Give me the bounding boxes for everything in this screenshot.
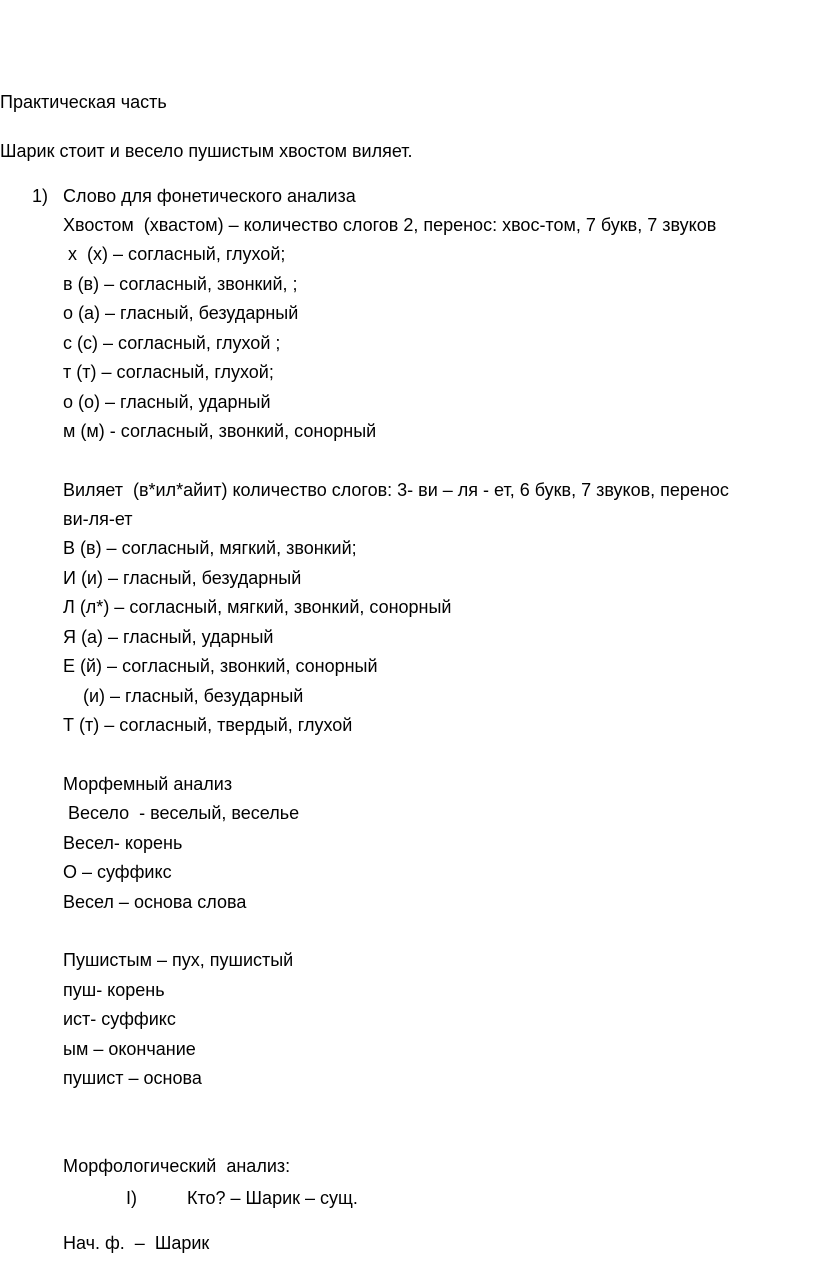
morpheme-line: Весел- корень <box>63 833 183 853</box>
roman-list-marker: I) <box>126 1188 137 1208</box>
morpheme-title: Морфемный анализ <box>63 774 233 794</box>
phonetic-sound-line: т (т) – согласный, глухой; <box>63 362 274 382</box>
phonetic-sound-line: в (в) – согласный, звонкий, ; <box>63 274 298 294</box>
phonetic-sound-line: Е (й) – согласный, звонкий, сонорный <box>63 656 378 676</box>
phonetic-sound-line: м (м) - согласный, звонкий, сонорный <box>63 421 377 441</box>
phonetic-word2-header: Виляет (в*ил*айит) количество слогов: 3- ви – ля - ет, 6 букв, 7 звуков, перенос <box>63 480 729 500</box>
phonetic-sound-line: о (а) – гласный, безударный <box>63 303 299 323</box>
morpheme-line: ист- суффикс <box>63 1009 176 1029</box>
morpheme-line: пушист – основа <box>63 1068 202 1088</box>
morpheme-line: пуш- корень <box>63 980 165 1000</box>
morpheme-line: Пушистым – пух, пушистый <box>63 950 294 970</box>
phonetic-sound-line: (и) – гласный, безударный <box>63 686 304 706</box>
morpheme-line: О – суффикс <box>63 862 172 882</box>
phonetic-sound-line: Л (л*) – согласный, мягкий, звонкий, сонорный <box>63 597 452 617</box>
analysis-sentence: Шарик стоит и весело пушистым хвостом виляет. <box>0 141 413 161</box>
morphology-question-line: Кто? – Шарик – сущ. <box>187 1188 358 1208</box>
morpheme-line: Весело - веселый, веселье <box>63 803 300 823</box>
phonetic-sound-line: с (с) – согласный, глухой ; <box>63 333 281 353</box>
phonetic-sound-line: Т (т) – согласный, твердый, глухой <box>63 715 353 735</box>
phonetic-sound-line: И (и) – гласный, безударный <box>63 568 302 588</box>
morphology-title: Морфологический анализ: <box>63 1156 291 1176</box>
phonetic-word2-header-cont: ви-ля-ет <box>63 509 133 529</box>
list-marker: 1) <box>32 186 49 206</box>
phonetic-sound-line: о (о) – гласный, ударный <box>63 392 271 412</box>
phonetic-sound-line: Я (а) – гласный, ударный <box>63 627 274 647</box>
morpheme-line: Весел – основа слова <box>63 892 247 912</box>
initial-form-line: Нач. ф. – Шарик <box>63 1233 210 1253</box>
item-heading: Слово для фонетического анализа <box>63 186 356 206</box>
phonetic-sound-line: х (х) – согласный, глухой; <box>63 244 286 264</box>
section-title: Практическая часть <box>0 92 167 112</box>
morpheme-line: ым – окончание <box>63 1039 196 1059</box>
phonetic-word1-header: Хвостом (хвастом) – количество слогов 2, перенос: хвос-том, 7 букв, 7 звуков <box>63 215 717 235</box>
phonetic-sound-line: В (в) – согласный, мягкий, звонкий; <box>63 538 357 558</box>
